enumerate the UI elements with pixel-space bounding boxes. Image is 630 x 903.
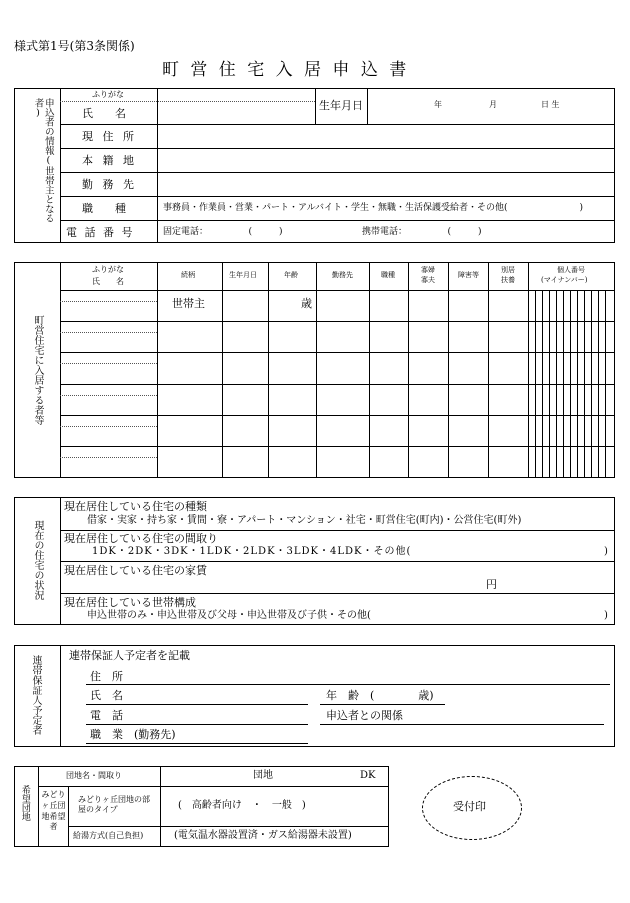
workplace-label: 勤 務 先 (82, 178, 137, 191)
household-close: ) (604, 610, 608, 621)
first-relation: 世帯主 (172, 297, 205, 310)
res-name-header: 氏 名 (92, 277, 124, 286)
housing-layout-options[interactable]: 1DK・2DK・3DK・1LDK・2LDK・3LDK・4LDK・その他( (92, 546, 412, 557)
guarantor-relation-label: 申込者との関係 (326, 709, 403, 722)
complex-name-field[interactable] (161, 767, 388, 785)
room-type-options[interactable]: ( 高齢者向け ・ 一般 ) (178, 800, 306, 811)
birthdate-label: 生年月日 (319, 99, 363, 112)
household-options[interactable]: 申込世帯のみ・申込世帯及び父母・申込世帯及び子供・その他( (87, 610, 371, 621)
form-number: 様式第1号(第3条関係) (14, 39, 135, 53)
guarantor-side-label: 連帯保証人予定者 (30, 655, 41, 735)
res-relation-header: 続柄 (181, 271, 195, 279)
page-title: 町 営 住 宅 入 居 申 込 書 (162, 60, 410, 80)
guarantor-age[interactable]: 年 齢 ( 歳) (326, 689, 434, 702)
water-heater-label: 給湯方式(自己負担) (73, 831, 144, 840)
res-separate-header: 別居 (501, 266, 515, 274)
room-type-label (78, 795, 154, 816)
address-label: 現 住 所 (82, 130, 137, 143)
housing-layout-label: 現在居住している住宅の間取り (64, 532, 218, 545)
guarantor-phone-label: 電 話 (90, 709, 123, 722)
occupation-label: 職 種 (82, 202, 126, 215)
reception-stamp-label: 受付印 (453, 800, 486, 813)
complex-col-header: 団地名・間取り (66, 771, 122, 780)
housing-layout-close: ) (604, 546, 608, 557)
name-label: 氏 名 (82, 107, 126, 120)
room-type-label-text: みどりヶ丘団地の部屋のタイプ (78, 795, 150, 815)
guarantor-address-label: 住 所 (90, 670, 123, 683)
midori-row-label (40, 790, 67, 833)
guarantor-name-label: 氏 名 (90, 689, 123, 702)
guarantor-heading: 連帯保証人予定者を記載 (69, 649, 190, 662)
guarantor-occupation-label: 職 業 (勤務先) (90, 728, 176, 741)
res-furigana-header: ふりがな (92, 265, 124, 274)
dk-unit: DK (360, 770, 376, 781)
birth-day-unit: 日 生 (541, 100, 560, 109)
res-support-header: 扶養 (501, 276, 515, 284)
res-mynumber-header: 個人番号 (557, 266, 585, 274)
housing-side-label: 現在の住宅の状況 (32, 520, 43, 600)
res-widow-header: 寡婦 (421, 266, 435, 274)
first-age-unit: 歳 (301, 297, 312, 310)
birth-year-unit: 年 (434, 100, 442, 109)
birth-month-unit: 月 (489, 100, 497, 109)
res-disability-header: 障害等 (458, 271, 479, 279)
res-occupation-header: 職種 (381, 271, 395, 279)
domicile-field[interactable] (158, 149, 614, 171)
furigana-label: ふりがな (92, 90, 124, 99)
desired-complex-side-label: 希望団地 (19, 785, 30, 821)
res-birthdate-header: 生年月日 (229, 271, 257, 279)
res-widower-header: 寡夫 (421, 276, 435, 284)
workplace-field[interactable] (158, 173, 614, 195)
housing-rent-label: 現在居住している住宅の家賃 (64, 564, 207, 577)
mobile-field[interactable]: 携帯電話： ( ) (362, 227, 482, 237)
res-age-header: 年齢 (284, 271, 298, 279)
landline-field[interactable]: 固定電話： ( ) (163, 227, 283, 237)
phone-label: 電 話 番 号 (66, 226, 135, 239)
name-field[interactable] (158, 102, 314, 123)
domicile-label: 本 籍 地 (82, 154, 137, 167)
midori-row-label-text: みどりヶ丘団地希望者 (41, 790, 66, 832)
household-label: 現在居住している世帯構成 (64, 596, 196, 609)
residents-side-label: 町営住宅に入居する者等 (32, 315, 43, 425)
water-heater-options: (電気温水器設置済・ガス給湯器未設置) (174, 830, 352, 841)
occupation-options[interactable]: 事務員・作業員・営業・パート・アルバイト・学生・無職・生活保護受給者・その他( ) (163, 203, 584, 213)
address-field[interactable] (158, 125, 614, 147)
res-workplace-header: 勤務先 (332, 271, 353, 279)
housing-rent-unit: 円 (486, 578, 497, 591)
housing-type-label: 現在居住している住宅の種類 (64, 500, 207, 513)
housing-type-options[interactable]: 借家・実家・持ち家・賃間・寮・アパート・マンション・社宅・町営住宅(町内)・公営住宅(町外) (87, 515, 522, 526)
complex-unit: 団地 (253, 770, 273, 781)
applicant-side-label: 申込者の情報(世帯主となる者) (32, 98, 54, 223)
res-mynumber-sub: (マイナンバー) (541, 276, 588, 284)
